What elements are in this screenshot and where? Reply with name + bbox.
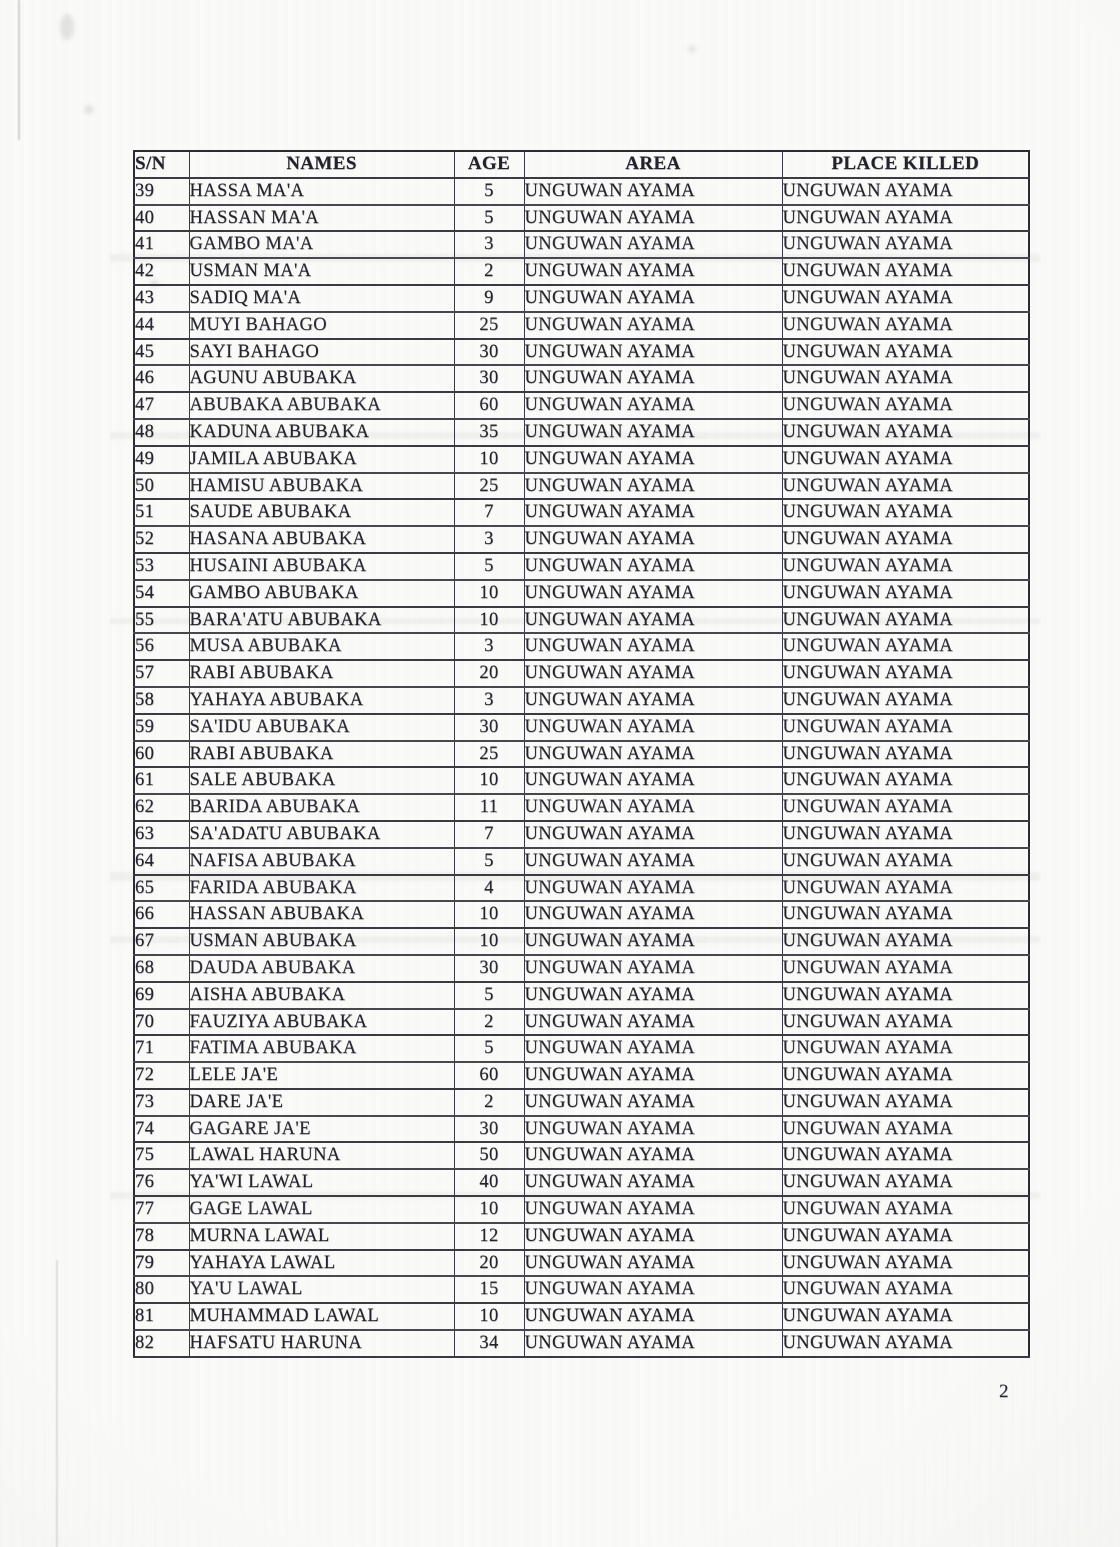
cell-sn: 49 (134, 446, 189, 473)
cell-name: NAFISA ABUBAKA (189, 848, 454, 875)
table-row (134, 1276, 1029, 1303)
cell-area: UNGUWAN AYAMA (524, 660, 782, 687)
cell-place-killed: UNGUWAN AYAMA (782, 1169, 1029, 1196)
table-row (134, 1116, 1029, 1143)
cell-age: 30 (454, 365, 524, 392)
cell-area: UNGUWAN AYAMA (524, 339, 782, 366)
scan-smudge (60, 14, 74, 40)
cell-name: JAMILA ABUBAKA (189, 446, 454, 473)
cell-age: 12 (454, 1223, 524, 1250)
cell-area: UNGUWAN AYAMA (524, 580, 782, 607)
cell-place-killed: UNGUWAN AYAMA (782, 687, 1029, 714)
cell-age: 10 (454, 1196, 524, 1223)
cell-name: SALE ABUBAKA (189, 767, 454, 794)
cell-area: UNGUWAN AYAMA (524, 1009, 782, 1036)
table-row (134, 741, 1029, 768)
cell-place-killed: UNGUWAN AYAMA (782, 258, 1029, 285)
cell-name: RABI ABUBAKA (189, 660, 454, 687)
cell-area: UNGUWAN AYAMA (524, 419, 782, 446)
cell-area: UNGUWAN AYAMA (524, 1303, 782, 1330)
cell-age: 10 (454, 607, 524, 634)
cell-place-killed: UNGUWAN AYAMA (782, 553, 1029, 580)
cell-age: 30 (454, 955, 524, 982)
cell-name: HASSAN ABUBAKA (189, 901, 454, 928)
cell-age: 3 (454, 687, 524, 714)
cell-age: 5 (454, 205, 524, 232)
cell-name: HASSAN MA'A (189, 205, 454, 232)
cell-age: 40 (454, 1169, 524, 1196)
table-row (134, 231, 1029, 258)
cell-sn: 79 (134, 1250, 189, 1277)
cell-place-killed: UNGUWAN AYAMA (782, 767, 1029, 794)
cell-name: DAUDA ABUBAKA (189, 955, 454, 982)
table-row (134, 446, 1029, 473)
cell-sn: 39 (134, 178, 189, 205)
cell-age: 5 (454, 1035, 524, 1062)
cell-sn: 46 (134, 365, 189, 392)
cell-place-killed: UNGUWAN AYAMA (782, 473, 1029, 500)
column-header-age: AGE (454, 151, 524, 178)
cell-place-killed: UNGUWAN AYAMA (782, 1142, 1029, 1169)
cell-age: 3 (454, 231, 524, 258)
cell-name: RABI ABUBAKA (189, 741, 454, 768)
cell-place-killed: UNGUWAN AYAMA (782, 392, 1029, 419)
cell-sn: 40 (134, 205, 189, 232)
cell-area: UNGUWAN AYAMA (524, 633, 782, 660)
cell-age: 15 (454, 1276, 524, 1303)
cell-sn: 47 (134, 392, 189, 419)
cell-sn: 58 (134, 687, 189, 714)
cell-age: 3 (454, 526, 524, 553)
table-row (134, 607, 1029, 634)
table-body (134, 178, 1029, 1357)
cell-age: 25 (454, 312, 524, 339)
cell-place-killed: UNGUWAN AYAMA (782, 660, 1029, 687)
cell-name: GAGARE JA'E (189, 1116, 454, 1143)
column-header-names: NAMES (189, 151, 454, 178)
cell-area: UNGUWAN AYAMA (524, 526, 782, 553)
cell-age: 25 (454, 473, 524, 500)
cell-area: UNGUWAN AYAMA (524, 392, 782, 419)
cell-area: UNGUWAN AYAMA (524, 982, 782, 1009)
table-row (134, 365, 1029, 392)
cell-place-killed: UNGUWAN AYAMA (782, 1035, 1029, 1062)
table-row (134, 526, 1029, 553)
cell-area: UNGUWAN AYAMA (524, 231, 782, 258)
cell-place-killed: UNGUWAN AYAMA (782, 178, 1029, 205)
cell-age: 7 (454, 821, 524, 848)
cell-age: 34 (454, 1330, 524, 1357)
cell-area: UNGUWAN AYAMA (524, 848, 782, 875)
cell-area: UNGUWAN AYAMA (524, 821, 782, 848)
cell-name: HUSAINI ABUBAKA (189, 553, 454, 580)
cell-sn: 61 (134, 767, 189, 794)
cell-name: HASANA ABUBAKA (189, 526, 454, 553)
cell-age: 10 (454, 901, 524, 928)
cell-place-killed: UNGUWAN AYAMA (782, 499, 1029, 526)
cell-name: KADUNA ABUBAKA (189, 419, 454, 446)
cell-area: UNGUWAN AYAMA (524, 1223, 782, 1250)
cell-name: FAUZIYA ABUBAKA (189, 1009, 454, 1036)
table-row (134, 1169, 1029, 1196)
cell-name: LELE JA'E (189, 1062, 454, 1089)
cell-sn: 67 (134, 928, 189, 955)
cell-age: 11 (454, 794, 524, 821)
cell-name: FARIDA ABUBAKA (189, 875, 454, 902)
cell-name: AGUNU ABUBAKA (189, 365, 454, 392)
table-row (134, 901, 1029, 928)
table-row (134, 1035, 1029, 1062)
cell-sn: 52 (134, 526, 189, 553)
cell-area: UNGUWAN AYAMA (524, 607, 782, 634)
cell-name: SA'ADATU ABUBAKA (189, 821, 454, 848)
cell-name: YA'U LAWAL (189, 1276, 454, 1303)
cell-place-killed: UNGUWAN AYAMA (782, 339, 1029, 366)
cell-place-killed: UNGUWAN AYAMA (782, 285, 1029, 312)
cell-area: UNGUWAN AYAMA (524, 875, 782, 902)
cell-sn: 76 (134, 1169, 189, 1196)
cell-place-killed: UNGUWAN AYAMA (782, 231, 1029, 258)
table-row (134, 794, 1029, 821)
table-row (134, 1009, 1029, 1036)
cell-area: UNGUWAN AYAMA (524, 499, 782, 526)
table-row (134, 285, 1029, 312)
table-row (134, 714, 1029, 741)
cell-area: UNGUWAN AYAMA (524, 446, 782, 473)
cell-area: UNGUWAN AYAMA (524, 928, 782, 955)
scan-artifact-line (18, 0, 20, 140)
cell-area: UNGUWAN AYAMA (524, 1196, 782, 1223)
cell-name: GAMBO ABUBAKA (189, 580, 454, 607)
cell-area: UNGUWAN AYAMA (524, 1116, 782, 1143)
cell-area: UNGUWAN AYAMA (524, 285, 782, 312)
scan-smudge (84, 105, 94, 114)
cell-place-killed: UNGUWAN AYAMA (782, 875, 1029, 902)
cell-area: UNGUWAN AYAMA (524, 553, 782, 580)
cell-sn: 45 (134, 339, 189, 366)
cell-name: BARIDA ABUBAKA (189, 794, 454, 821)
cell-place-killed: UNGUWAN AYAMA (782, 365, 1029, 392)
cell-name: YAHAYA ABUBAKA (189, 687, 454, 714)
table-row (134, 633, 1029, 660)
cell-place-killed: UNGUWAN AYAMA (782, 1330, 1029, 1357)
header-row (134, 151, 1029, 178)
cell-name: YAHAYA LAWAL (189, 1250, 454, 1277)
cell-place-killed: UNGUWAN AYAMA (782, 794, 1029, 821)
scan-artifact-line (56, 1260, 58, 1547)
cell-name: MURNA LAWAL (189, 1223, 454, 1250)
cell-sn: 65 (134, 875, 189, 902)
cell-place-killed: UNGUWAN AYAMA (782, 928, 1029, 955)
table-row (134, 875, 1029, 902)
cell-area: UNGUWAN AYAMA (524, 1035, 782, 1062)
cell-sn: 82 (134, 1330, 189, 1357)
cell-age: 2 (454, 1009, 524, 1036)
cell-place-killed: UNGUWAN AYAMA (782, 419, 1029, 446)
cell-sn: 56 (134, 633, 189, 660)
cell-sn: 70 (134, 1009, 189, 1036)
table-row (134, 1303, 1029, 1330)
cell-sn: 54 (134, 580, 189, 607)
table-row (134, 178, 1029, 205)
cell-sn: 50 (134, 473, 189, 500)
cell-age: 5 (454, 848, 524, 875)
cell-area: UNGUWAN AYAMA (524, 1169, 782, 1196)
cell-sn: 62 (134, 794, 189, 821)
table-row (134, 419, 1029, 446)
cell-sn: 48 (134, 419, 189, 446)
cell-name: MUYI BAHAGO (189, 312, 454, 339)
cell-age: 20 (454, 660, 524, 687)
cell-place-killed: UNGUWAN AYAMA (782, 1196, 1029, 1223)
cell-place-killed: UNGUWAN AYAMA (782, 848, 1029, 875)
cell-sn: 68 (134, 955, 189, 982)
cell-age: 9 (454, 285, 524, 312)
cell-place-killed: UNGUWAN AYAMA (782, 1223, 1029, 1250)
cell-age: 10 (454, 580, 524, 607)
cell-age: 35 (454, 419, 524, 446)
table-row (134, 205, 1029, 232)
cell-area: UNGUWAN AYAMA (524, 1276, 782, 1303)
cell-place-killed: UNGUWAN AYAMA (782, 1116, 1029, 1143)
cell-place-killed: UNGUWAN AYAMA (782, 607, 1029, 634)
cell-name: LAWAL HARUNA (189, 1142, 454, 1169)
cell-area: UNGUWAN AYAMA (524, 312, 782, 339)
cell-age: 2 (454, 1089, 524, 1116)
table-row (134, 499, 1029, 526)
column-header-place-killed: PLACE KILLED (782, 151, 1029, 178)
cell-name: YA'WI LAWAL (189, 1169, 454, 1196)
cell-name: SAYI BAHAGO (189, 339, 454, 366)
cell-sn: 60 (134, 741, 189, 768)
cell-sn: 81 (134, 1303, 189, 1330)
cell-age: 60 (454, 392, 524, 419)
cell-age: 10 (454, 928, 524, 955)
cell-age: 20 (454, 1250, 524, 1277)
table-row (134, 767, 1029, 794)
cell-name: GAMBO MA'A (189, 231, 454, 258)
cell-area: UNGUWAN AYAMA (524, 1330, 782, 1357)
cell-place-killed: UNGUWAN AYAMA (782, 821, 1029, 848)
cell-area: UNGUWAN AYAMA (524, 473, 782, 500)
cell-age: 25 (454, 741, 524, 768)
cell-sn: 42 (134, 258, 189, 285)
cell-place-killed: UNGUWAN AYAMA (782, 633, 1029, 660)
cell-sn: 43 (134, 285, 189, 312)
table-row (134, 312, 1029, 339)
table-row (134, 339, 1029, 366)
cell-age: 10 (454, 767, 524, 794)
cell-sn: 72 (134, 1062, 189, 1089)
cell-sn: 64 (134, 848, 189, 875)
cell-area: UNGUWAN AYAMA (524, 687, 782, 714)
cell-sn: 73 (134, 1089, 189, 1116)
cell-age: 30 (454, 714, 524, 741)
table-row (134, 660, 1029, 687)
table-row (134, 473, 1029, 500)
cell-sn: 80 (134, 1276, 189, 1303)
cell-name: USMAN ABUBAKA (189, 928, 454, 955)
cell-area: UNGUWAN AYAMA (524, 205, 782, 232)
cell-name: MUHAMMAD LAWAL (189, 1303, 454, 1330)
cell-area: UNGUWAN AYAMA (524, 178, 782, 205)
cell-name: HAMISU ABUBAKA (189, 473, 454, 500)
cell-place-killed: UNGUWAN AYAMA (782, 1009, 1029, 1036)
cell-name: HAFSATU HARUNA (189, 1330, 454, 1357)
cell-place-killed: UNGUWAN AYAMA (782, 580, 1029, 607)
casualty-table (133, 150, 1030, 1358)
cell-place-killed: UNGUWAN AYAMA (782, 1303, 1029, 1330)
cell-name: GAGE LAWAL (189, 1196, 454, 1223)
cell-age: 30 (454, 339, 524, 366)
cell-sn: 63 (134, 821, 189, 848)
column-header-area: AREA (524, 151, 782, 178)
cell-name: ABUBAKA ABUBAKA (189, 392, 454, 419)
cell-age: 3 (454, 633, 524, 660)
cell-sn: 74 (134, 1116, 189, 1143)
cell-age: 2 (454, 258, 524, 285)
cell-age: 60 (454, 1062, 524, 1089)
cell-age: 10 (454, 1303, 524, 1330)
cell-place-killed: UNGUWAN AYAMA (782, 741, 1029, 768)
cell-age: 4 (454, 875, 524, 902)
table-row (134, 1089, 1029, 1116)
cell-sn: 55 (134, 607, 189, 634)
cell-area: UNGUWAN AYAMA (524, 794, 782, 821)
cell-place-killed: UNGUWAN AYAMA (782, 1089, 1029, 1116)
cell-age: 50 (454, 1142, 524, 1169)
cell-name: USMAN MA'A (189, 258, 454, 285)
cell-place-killed: UNGUWAN AYAMA (782, 982, 1029, 1009)
cell-name: HASSA MA'A (189, 178, 454, 205)
cell-area: UNGUWAN AYAMA (524, 1062, 782, 1089)
cell-area: UNGUWAN AYAMA (524, 741, 782, 768)
cell-name: SAUDE ABUBAKA (189, 499, 454, 526)
cell-name: SADIQ MA'A (189, 285, 454, 312)
table-row (134, 1062, 1029, 1089)
cell-area: UNGUWAN AYAMA (524, 365, 782, 392)
cell-name: MUSA ABUBAKA (189, 633, 454, 660)
scan-smudge (688, 46, 696, 52)
cell-age: 5 (454, 982, 524, 1009)
table-row (134, 982, 1029, 1009)
cell-sn: 53 (134, 553, 189, 580)
cell-area: UNGUWAN AYAMA (524, 901, 782, 928)
cell-sn: 78 (134, 1223, 189, 1250)
cell-area: UNGUWAN AYAMA (524, 1142, 782, 1169)
cell-name: AISHA ABUBAKA (189, 982, 454, 1009)
cell-sn: 44 (134, 312, 189, 339)
cell-name: FATIMA ABUBAKA (189, 1035, 454, 1062)
page-number: 2 (999, 1381, 1009, 1402)
table-row (134, 955, 1029, 982)
cell-age: 10 (454, 446, 524, 473)
table-row (134, 392, 1029, 419)
cell-sn: 69 (134, 982, 189, 1009)
table-row (134, 848, 1029, 875)
cell-place-killed: UNGUWAN AYAMA (782, 714, 1029, 741)
cell-place-killed: UNGUWAN AYAMA (782, 1276, 1029, 1303)
table-row (134, 1196, 1029, 1223)
cell-area: UNGUWAN AYAMA (524, 258, 782, 285)
table-row (134, 928, 1029, 955)
table-row (134, 1223, 1029, 1250)
cell-area: UNGUWAN AYAMA (524, 767, 782, 794)
cell-name: BARA'ATU ABUBAKA (189, 607, 454, 634)
cell-place-killed: UNGUWAN AYAMA (782, 205, 1029, 232)
table-row (134, 258, 1029, 285)
table-row (134, 687, 1029, 714)
cell-name: DARE JA'E (189, 1089, 454, 1116)
cell-age: 7 (454, 499, 524, 526)
cell-place-killed: UNGUWAN AYAMA (782, 446, 1029, 473)
cell-sn: 59 (134, 714, 189, 741)
cell-place-killed: UNGUWAN AYAMA (782, 1250, 1029, 1277)
cell-age: 5 (454, 553, 524, 580)
cell-area: UNGUWAN AYAMA (524, 1250, 782, 1277)
cell-sn: 41 (134, 231, 189, 258)
cell-area: UNGUWAN AYAMA (524, 714, 782, 741)
table-row (134, 1250, 1029, 1277)
cell-place-killed: UNGUWAN AYAMA (782, 312, 1029, 339)
table-row (134, 821, 1029, 848)
column-header-sn: S/N (134, 151, 189, 178)
cell-sn: 51 (134, 499, 189, 526)
cell-sn: 75 (134, 1142, 189, 1169)
cell-place-killed: UNGUWAN AYAMA (782, 901, 1029, 928)
cell-place-killed: UNGUWAN AYAMA (782, 955, 1029, 982)
table-row (134, 1142, 1029, 1169)
table-row (134, 553, 1029, 580)
cell-sn: 77 (134, 1196, 189, 1223)
cell-name: SA'IDU ABUBAKA (189, 714, 454, 741)
table-row (134, 1330, 1029, 1357)
cell-area: UNGUWAN AYAMA (524, 1089, 782, 1116)
cell-age: 5 (454, 178, 524, 205)
cell-area: UNGUWAN AYAMA (524, 955, 782, 982)
cell-sn: 57 (134, 660, 189, 687)
cell-age: 30 (454, 1116, 524, 1143)
table-row (134, 580, 1029, 607)
cell-place-killed: UNGUWAN AYAMA (782, 526, 1029, 553)
cell-sn: 66 (134, 901, 189, 928)
cell-place-killed: UNGUWAN AYAMA (782, 1062, 1029, 1089)
cell-sn: 71 (134, 1035, 189, 1062)
